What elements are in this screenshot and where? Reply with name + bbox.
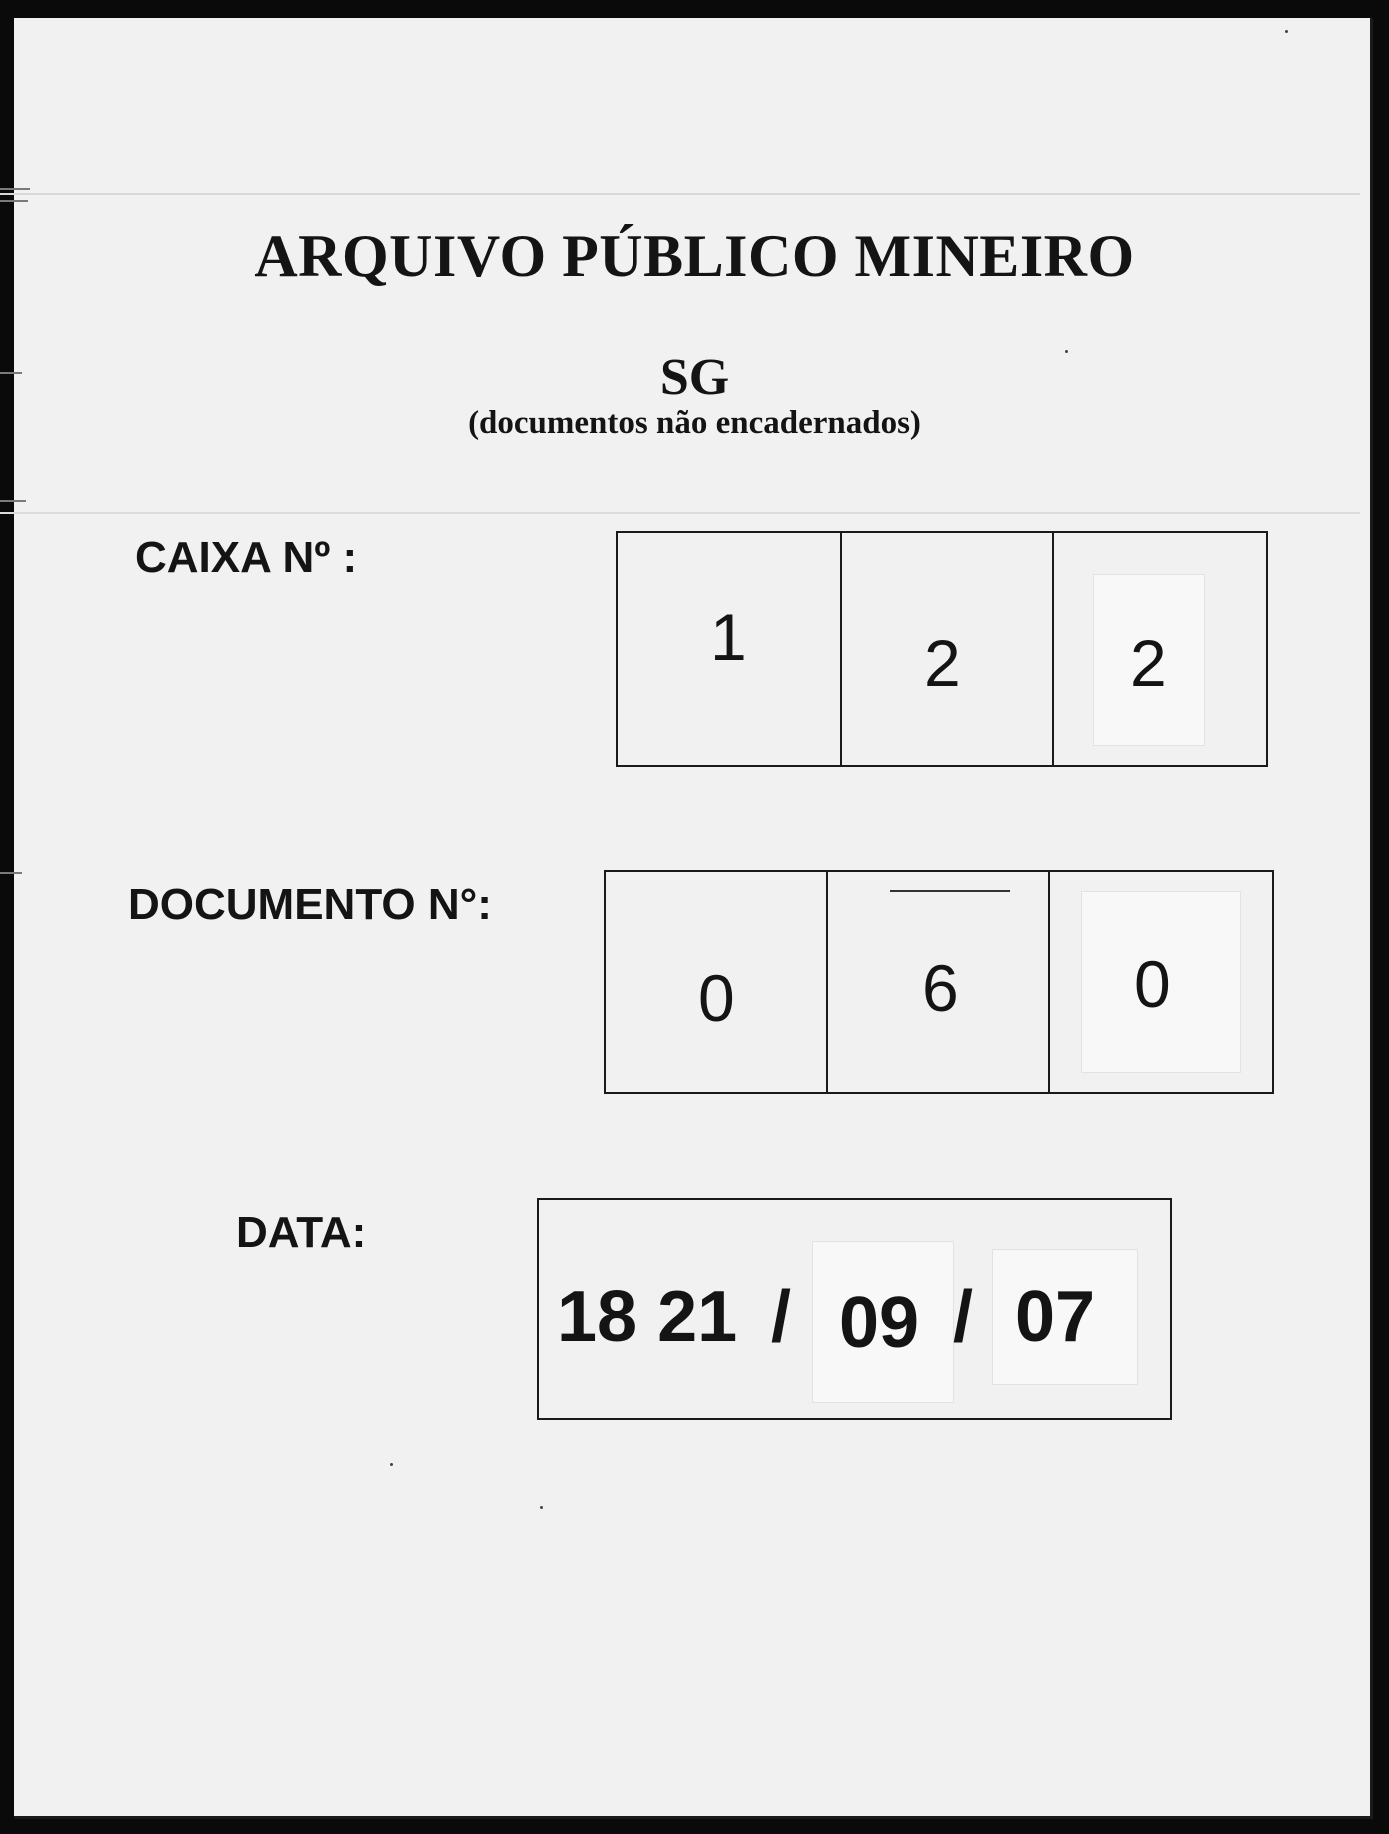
caixa-digit: 1 (710, 600, 747, 674)
scan-artifact (890, 890, 1010, 892)
date-month: 09 (839, 1283, 920, 1363)
scan-artifact (0, 500, 26, 502)
caixa-digit: 2 (1130, 626, 1167, 700)
date-day: 07 (1015, 1277, 1096, 1357)
caixa-number-boxes (616, 531, 1268, 767)
documento-label: DOCUMENTO N°: (128, 880, 492, 929)
documento-digit: 0 (698, 961, 735, 1035)
series-code: SG (659, 349, 730, 406)
documento-number-boxes (604, 870, 1274, 1094)
caixa-digit-cell (842, 533, 1054, 765)
caixa-label: CAIXA Nº : (135, 533, 358, 582)
scan-artifact (0, 193, 1360, 195)
series-note: (documentos não encadernados) (468, 405, 921, 441)
date-separator: / (771, 1277, 792, 1357)
date-box (537, 1198, 1172, 1420)
data-label: DATA: (236, 1208, 367, 1257)
scan-artifact (0, 188, 30, 190)
institution-title: ARQUIVO PÚBLICO MINEIRO (254, 223, 1135, 289)
scan-artifact (0, 512, 1360, 514)
scan-speck (390, 1463, 393, 1466)
caixa-digit-cell (1054, 533, 1266, 765)
caixa-digit: 2 (924, 626, 961, 700)
documento-digit: 6 (922, 951, 959, 1025)
documento-digit: 0 (1134, 947, 1171, 1021)
scan-speck (540, 1506, 543, 1509)
scan-artifact (0, 200, 28, 202)
caixa-digit-cell (618, 533, 842, 765)
documento-digit-cell (828, 872, 1050, 1092)
documento-digit-cell (1050, 872, 1272, 1092)
date-year: 18 21 (557, 1277, 738, 1357)
scan-speck (1285, 30, 1288, 33)
date-separator: / (953, 1277, 974, 1357)
documento-digit-cell (606, 872, 828, 1092)
scan-artifact (0, 872, 22, 874)
